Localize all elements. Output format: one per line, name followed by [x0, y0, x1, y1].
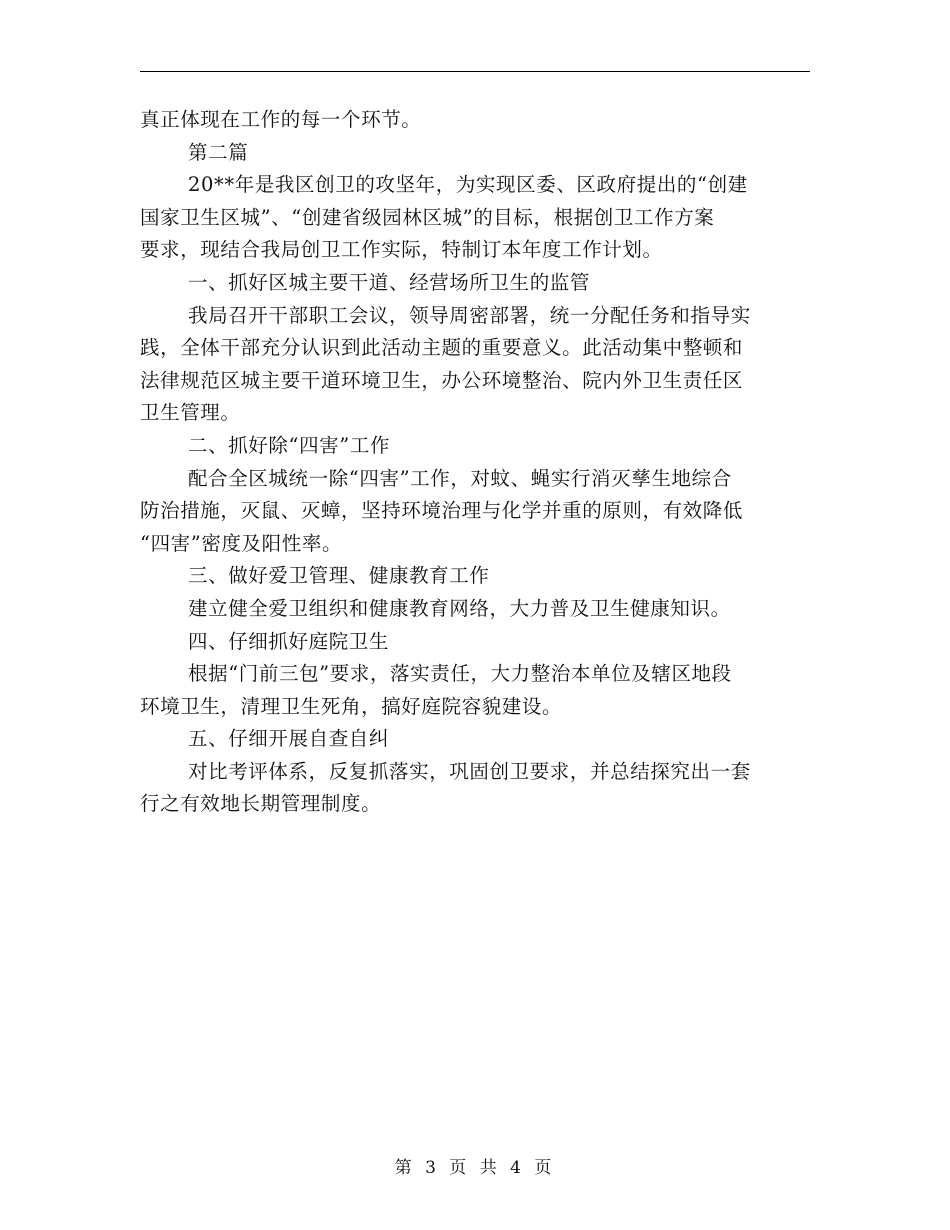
text-line-9: 法律规范区城主要干道环境卫生，办公环境整治、院内外卫生责任区: [140, 368, 744, 392]
text-line-20: 五、仔细开展自查自纠: [188, 727, 390, 751]
text-line-14: “四害”密度及阳性率。: [140, 531, 343, 555]
text-line-13: 防治措施，灭鼠、灭蟑，坚持环境治理与化学并重的原则，有效降低: [140, 499, 744, 523]
text-line-8: 践，全体干部充分认识到此活动主题的重要意义。此活动集中整顿和: [140, 336, 744, 360]
text-line-2: 第二篇: [188, 140, 249, 164]
text-line-19: 环境卫生，清理卫生死角，搞好庭院容貌建设。: [140, 694, 563, 718]
page-number-footer: 第 3 页 共 4 页: [394, 1158, 556, 1178]
text-line-4: 国家卫生区城”、“创建省级园林区城”的目标，根据创卫工作方案: [140, 205, 715, 229]
text-line-7: 我局召开干部职工会议，领导周密部署，统一分配任务和指导实: [188, 303, 751, 327]
text-line-6: 一、抓好区城主要干道、经营场所卫生的监管: [188, 270, 591, 294]
text-line-21: 对比考评体系，反复抓落实，巩固创卫要求，并总结探究出一套: [188, 759, 751, 783]
text-line-1: 真正体现在工作的每一个环节。: [140, 108, 422, 131]
text-line-11: 二、抓好除“四害”工作: [188, 433, 391, 457]
text-line-18: 根据“门前三包”要求，落实责任，大力整治本单位及辖区地段: [188, 662, 732, 686]
text-line-12: 配合全区城统一除“四害”工作，对蚊、蝇实行消灭孳生地综合: [188, 466, 732, 490]
text-line-10: 卫生管理。: [140, 401, 241, 425]
text-line-22: 行之有效地长期管理制度。: [140, 792, 382, 816]
text-line-17: 四、仔细抓好庭院卫生: [188, 629, 390, 653]
document-body: [140, 104, 812, 821]
text-line-16: 建立健全爱卫组织和健康教育网络，大力普及卫生健康知识。: [188, 596, 731, 620]
text-line-3: 20**年是我区创卫的攻坚年，为实现区委、区政府提出的“创建: [188, 173, 748, 197]
text-line-5: 要求，现结合我局创卫工作实际，特制订本年度工作计划。: [140, 238, 663, 262]
text-line-15: 三、做好爱卫管理、健康教育工作: [188, 564, 490, 588]
header-rule: [140, 71, 810, 72]
